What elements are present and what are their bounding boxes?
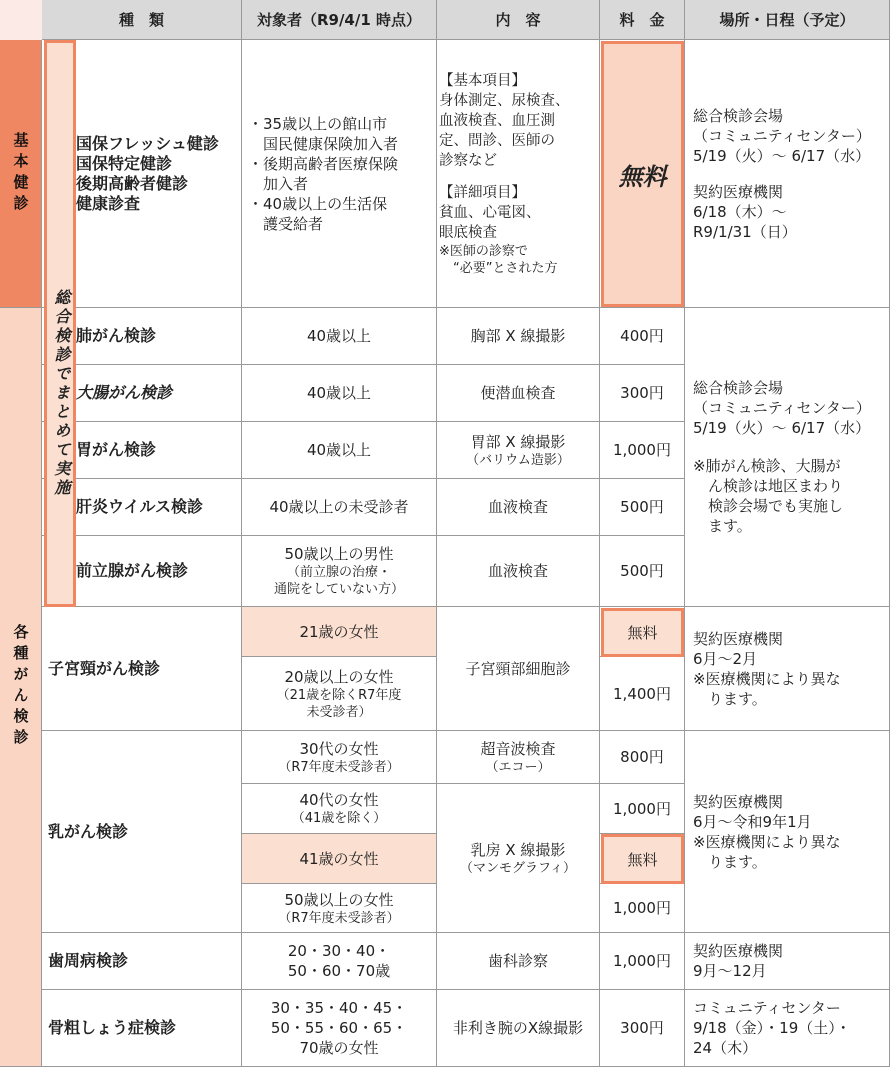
basic-content-line: ※医師の診察で	[439, 243, 528, 259]
basic-content-line: 【基本項目】	[439, 72, 526, 89]
basic-name: 国保フレッシュ健診	[76, 133, 219, 153]
breast-f1: 800円	[600, 731, 685, 784]
bone-content: 非利き腕のX線撮影	[437, 990, 600, 1067]
prostate-fee: 500円	[600, 536, 685, 607]
hepatitis-fee: 500円	[600, 479, 685, 536]
spacer	[693, 166, 871, 182]
prostate-target: 50歳以上の男性	[284, 545, 394, 563]
basic-content-line: 貧血、心電図、	[439, 204, 541, 221]
basic-target-line: ・35歳以上の館山市	[248, 114, 388, 133]
cervical-content: 子宮頸部細胞診	[437, 607, 600, 731]
colon-content: 便潜血検査	[437, 365, 600, 422]
cervical-target2-cell	[242, 657, 437, 731]
bone-place-line: コミュニティセンター	[693, 999, 841, 1017]
bone-fee: 300円	[600, 990, 685, 1067]
basic-fee: 無料	[601, 41, 684, 307]
bone-place-line: 9/18（金）・19（土）・	[693, 1019, 851, 1037]
header-content: 内 容	[437, 0, 600, 40]
breast-t4-sub: （R7年度未受診者）	[278, 910, 400, 926]
basic-target-line: 護受給者	[248, 214, 324, 233]
header-place: 場所・日程（予定）	[685, 0, 890, 40]
cervical-name: 子宮頸がん検診	[42, 607, 242, 731]
dental-place-cell	[685, 933, 890, 990]
bone-target-line: 30・35・40・45・	[270, 999, 408, 1017]
breast-t1-cell	[242, 731, 437, 784]
breast-c1: 超音波検査	[480, 739, 556, 758]
basic-name: 健康診査	[76, 193, 141, 213]
basic-content-line: 定、問診、医師の	[439, 132, 555, 149]
sogo-label: 総合検診でまとめて実施	[44, 40, 76, 607]
breast-f2: 1,000円	[600, 784, 685, 834]
basic-place-cell	[685, 40, 890, 308]
cervical-place-line: ※医療機関により異な	[693, 669, 841, 688]
stomach-name: 胃がん検診	[42, 422, 242, 479]
colon-target: 40歳以上	[242, 365, 437, 422]
breast-t2-sub: （41歳を除く）	[291, 811, 387, 826]
breast-t2-cell	[242, 784, 437, 834]
dental-target-line: 20・30・40・	[287, 942, 391, 960]
cervical-fee1: 無料	[601, 608, 684, 657]
bone-place-cell	[685, 990, 890, 1067]
breast-t1: 30代の女性	[299, 739, 379, 758]
breast-place-line: ※医療機関により異な	[693, 832, 841, 851]
group-place-line: 5/19（火）～ 6/17（水）	[693, 419, 871, 437]
dental-target-cell	[242, 933, 437, 990]
basic-content-cell	[437, 40, 600, 308]
basic-content-line: 眼底検査	[439, 224, 497, 241]
breast-t3: 41歳の女性	[242, 834, 437, 884]
breast-place-line: ります。	[693, 852, 767, 871]
cervical-fee2: 1,400円	[600, 657, 685, 731]
stomach-content-cell	[437, 422, 600, 479]
breast-f3: 無料	[601, 834, 684, 884]
group-place-line: ※肺がん検診、大腸が	[693, 457, 841, 475]
basic-place-line: 契約医療機関	[693, 182, 784, 201]
bone-place-line: 24（木）	[693, 1039, 758, 1057]
lung-content: 胸部 X 線撮影	[437, 308, 600, 365]
stomach-content: 胃部 X 線撮影	[470, 432, 566, 451]
group-place-line: ん検診は地区まわり	[693, 477, 844, 495]
dental-place-line: 契約医療機関	[693, 942, 784, 960]
breast-name: 乳がん検診	[42, 731, 242, 933]
group-place-line: （コミュニティセンター）	[693, 399, 871, 417]
dental-name: 歯周病検診	[42, 933, 242, 990]
breast-c2-cell	[437, 784, 600, 933]
prostate-target-sub: （前立腺の治療・	[286, 565, 391, 580]
hepatitis-target: 40歳以上の未受診者	[242, 479, 437, 536]
breast-place-line: 契約医療機関	[693, 792, 784, 811]
basic-content-line: “必要”とされた方	[453, 260, 558, 276]
basic-name: 後期高齢者健診	[76, 173, 189, 193]
basic-place-line: R9/1/31（日）	[693, 222, 797, 241]
bone-target-cell	[242, 990, 437, 1067]
colon-fee: 300円	[600, 365, 685, 422]
cervical-place-line: 6月～2月	[693, 649, 758, 668]
cervical-target2-sub: 未受診者）	[306, 704, 372, 720]
dental-target-line: 50・60・70歳	[287, 962, 391, 980]
corner-blank	[0, 0, 42, 40]
basic-content-line: 身体測定、尿検査、	[439, 92, 570, 109]
lung-target: 40歳以上	[242, 308, 437, 365]
hepatitis-content: 血液検査	[437, 479, 600, 536]
group-place-line: 検診会場でも実施し	[693, 497, 844, 515]
basic-place-line: 6/18（木）～	[693, 202, 787, 221]
basic-place-line: 総合検診会場	[693, 106, 784, 125]
header-target: 対象者（R9/4/1 時点）	[242, 0, 437, 40]
basic-name: 国保特定健診	[76, 153, 173, 173]
cervical-place-line: 契約医療機関	[693, 629, 784, 648]
cervical-place-line: ります。	[693, 689, 767, 708]
breast-f4: 1,000円	[600, 884, 685, 933]
basic-place-line: （コミュニティセンター）	[693, 126, 871, 145]
cervical-place-cell	[685, 607, 890, 731]
bone-target-line: 50・55・60・65・	[270, 1019, 408, 1037]
group-place-line: 総合検診会場	[693, 379, 784, 397]
breast-t2: 40代の女性	[299, 791, 379, 809]
cervical-target2: 20歳以上の女性	[284, 667, 394, 686]
lung-name: 肺がん検診	[42, 308, 242, 365]
header-fee: 料 金	[600, 0, 685, 40]
prostate-target-cell	[242, 536, 437, 607]
stomach-fee: 1,000円	[600, 422, 685, 479]
header-type: 種 類	[42, 0, 242, 40]
lung-fee: 400円	[600, 308, 685, 365]
basic-target-cell	[242, 40, 437, 308]
bone-name: 骨粗しょう症検診	[42, 990, 242, 1067]
basic-place-line: 5/19（火）～ 6/17（水）	[693, 146, 871, 165]
basic-content-line: 血液検査、血圧測	[439, 112, 555, 129]
bone-target-line: 70歳の女性	[299, 1039, 379, 1057]
spacer	[693, 438, 871, 456]
colon-name: 大腸がん検診	[42, 365, 242, 422]
breast-t1-sub: （R7年度未受診者）	[278, 759, 400, 775]
prostate-content: 血液検査	[437, 536, 600, 607]
hepatitis-name: 肝炎ウイルス検診	[42, 479, 242, 536]
prostate-target-sub: 通院をしていない方）	[273, 582, 404, 597]
stomach-target: 40歳以上	[242, 422, 437, 479]
group-place-cell	[685, 308, 890, 607]
breast-t4: 50歳以上の女性	[284, 890, 394, 909]
spacer	[439, 171, 570, 183]
dental-fee: 1,000円	[600, 933, 685, 990]
basic-content-line: 【詳細項目】	[439, 184, 526, 201]
cervical-target1: 21歳の女性	[242, 607, 437, 657]
breast-c1-sub: （エコー）	[485, 759, 551, 775]
dental-content: 歯科診察	[437, 933, 600, 990]
breast-c1-cell	[437, 731, 600, 784]
breast-c2-sub: （マンモグラフィ）	[460, 860, 576, 876]
stomach-content-sub: （バリウム造影）	[466, 452, 570, 468]
breast-t4-cell	[242, 884, 437, 933]
breast-c2: 乳房 X 線撮影	[470, 840, 566, 859]
basic-content-line: 診察など	[439, 152, 497, 169]
group-place-line: ます。	[693, 517, 752, 535]
dental-place-line: 9月～12月	[693, 962, 767, 980]
breast-place-line: 6月～令和9年1月	[693, 812, 812, 831]
category-basic: 基本健診	[0, 40, 42, 308]
basic-target-line: 国民健康保険加入者	[248, 134, 399, 153]
basic-target-line: 加入者	[248, 174, 309, 193]
breast-place-cell	[685, 731, 890, 933]
basic-target-line: ・後期高齢者医療保険	[248, 154, 399, 173]
basic-target-line: ・40歳以上の生活保	[248, 194, 388, 213]
category-cancer: 各種がん検診	[0, 308, 42, 1067]
cervical-target2-sub: （21歳を除くR7年度	[276, 687, 402, 703]
prostate-name: 前立腺がん検診	[42, 536, 242, 607]
